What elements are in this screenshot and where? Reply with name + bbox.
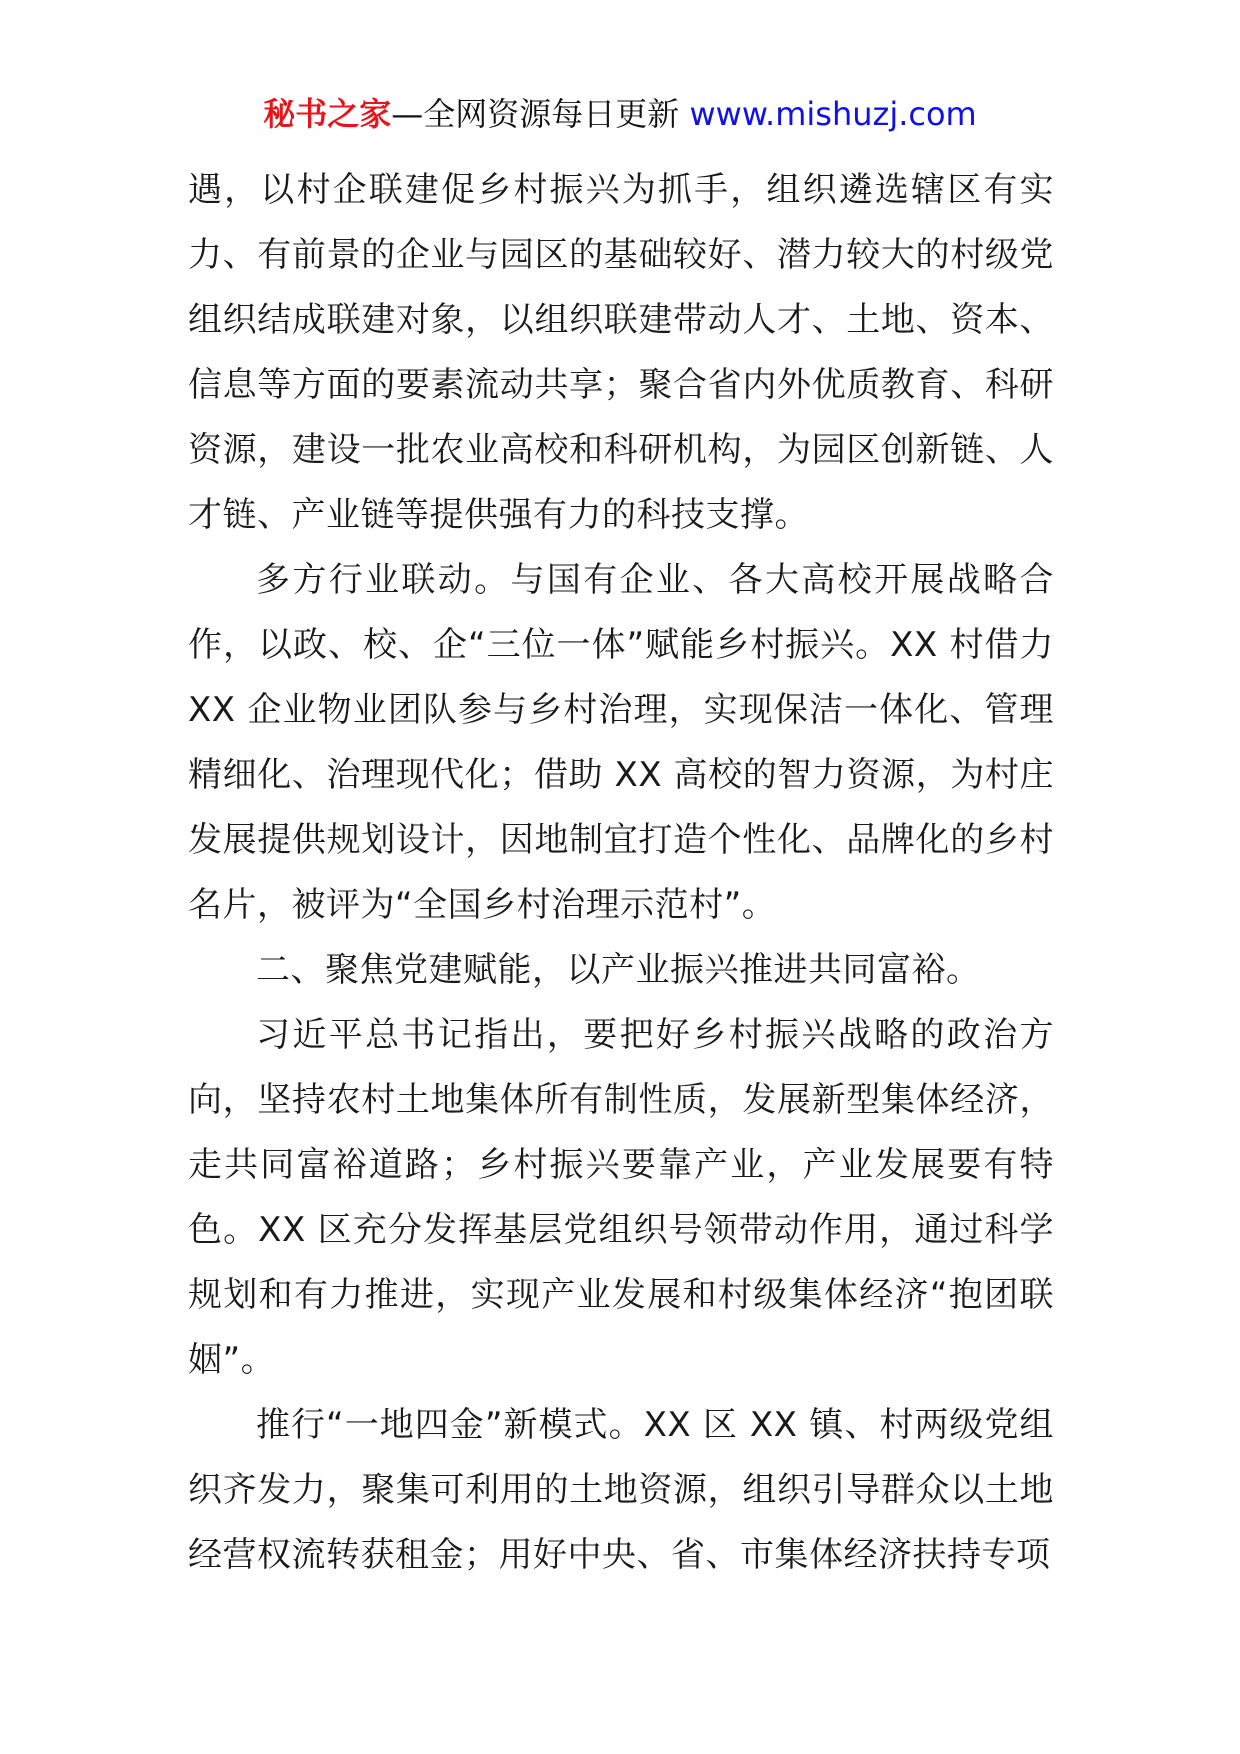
site-url-link[interactable]: www.mishuzj.com [689,95,977,133]
site-brand-name: 秘书之家 [263,95,392,133]
paragraph-continuation: 遇，以村企联建促乡村振兴为抓手，组织遴选辖区有实力、有前景的企业与园区的基础较好、潜力较大的村级党组织结成联建对象，以组织联建带动人才、土地、资本、信息等方面的要素流动共享；聚合省内外优质教育、科研资源，建设一批农业高校和科研机构，为园区创新链、人才链、产业链等提供强有力的科技支撑。 [188,170,1054,535]
paragraph-new-model: 推行“一地四金”新模式。XX 区 XX 镇、村两级党组织齐发力，聚集可利用的土地资源，组织引导群众以土地经营权流转获租金；用好中央、省、市集体经济扶持专项 [188,1405,1054,1575]
paragraph-industry-linkage: 多方行业联动。与国有企业、各大高校开展战略合作，以政、校、企“三位一体”赋能乡村振兴。XX 村借力 XX 企业物业团队参与乡村治理，实现保洁一体化、管理精细化、治理现代化；借助 XX 高校的智力资源，为村庄发展提供规划设计，因地制宜打造个性化、品牌化的乡村名片，被评为“全国乡村治理示范村”。 [188,560,1054,925]
document-body [188,158,1054,1588]
site-tagline: —全网资源每日更新 [391,95,690,133]
section-heading-2: 二、聚焦党建赋能，以产业振兴推进共同富裕。 [256,950,981,990]
page-header [0,90,1240,138]
paragraph-xi-quote: 习近平总书记指出，要把好乡村振兴战略的政治方向，坚持农村土地集体所有制性质，发展新型集体经济，走共同富裕道路；乡村振兴要靠产业，产业发展要有特色。XX 区充分发挥基层党组织号领带动作用，通过科学规划和有力推进，实现产业发展和村级集体经济“抱团联姻”。 [188,1015,1054,1380]
